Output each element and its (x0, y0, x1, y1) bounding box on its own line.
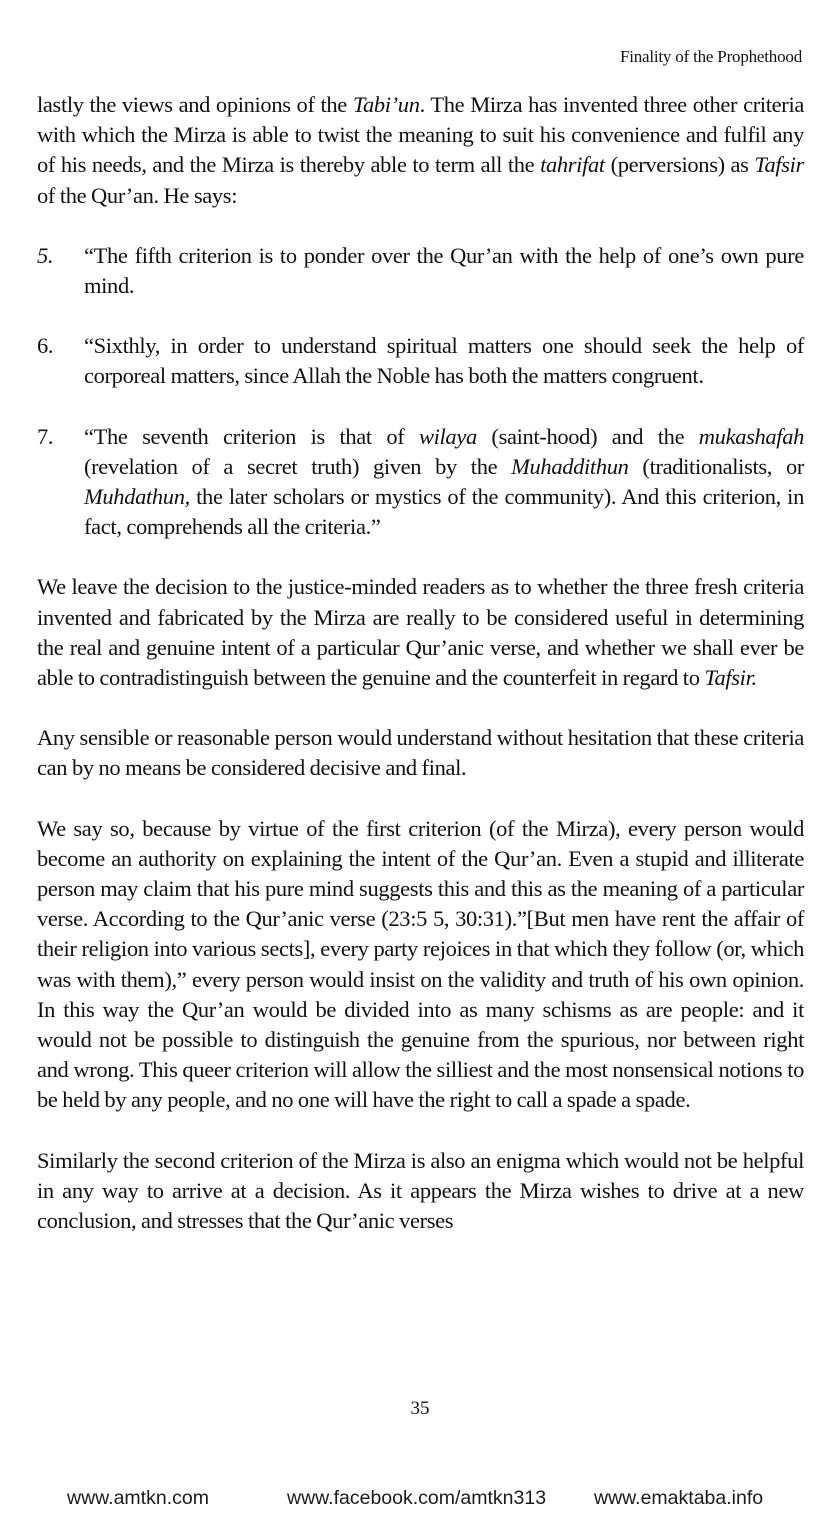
text-run: (perversions) as (604, 152, 755, 178)
page-number: 35 (410, 1398, 430, 1419)
italic-term: wilaya (418, 423, 477, 449)
text-run: the later scholars or mystics of the community). And this criterion, in fact, comprehends all the criteria.” (84, 484, 804, 540)
italic-term: tahrifat (540, 152, 605, 178)
italic-term: Muhaddithun (511, 453, 629, 479)
footer-link-amtkn[interactable]: www.amtkn.com (67, 1487, 209, 1509)
text-run: . The Mirza has invented three other criteria with which the Mirza is able to twist the meaning to suit his convenience and fulfil any of his needs, and the Mirza is thereby able to term all the (37, 92, 804, 178)
list-text: “The fifth criterion is to ponder over the Qur’an with the help of one’s own pure mind. (84, 242, 804, 299)
list-item-6 (37, 331, 804, 391)
text-run: “The seventh criterion is that of (84, 423, 419, 449)
body-text (37, 90, 804, 1266)
italic-term: Tabi’un (352, 92, 420, 117)
list-item-5 (37, 241, 804, 301)
paragraph-4: We say so, because by virtue of the first criterion (of the Mirza), every person would become an authority on explaining the intent of the Qur’an. Even a stupid and illiterate person may claim that his pure mind suggests this and this as the meaning of a particular verse. According to the Qur’anic verse (23:5 5, 30:31).”[But men have rent the affair of their religion into various sects], every party rejoices in that which they follow (or, which was with them),” every person would insist on the validity and truth of his own opinion. In this way the Qur’an would be divided into as many schisms as are people: and it would not be possible to distinguish the genuine from the spurious, nor between right and wrong. This queer criterion will allow the silliest and the most nonsensical notions to be held by any people, and no one will have the right to call a spade a spade. (37, 815, 804, 1113)
list-text (84, 422, 804, 543)
text-run: of the Qur’an. He says: (37, 182, 238, 208)
footer-link-emaktaba[interactable]: www.emaktaba.info (594, 1487, 764, 1509)
list-number: 5. (37, 242, 54, 268)
italic-term: Tafsir (754, 152, 804, 178)
paragraph-3: Any sensible or reasonable person would understand without hesitation that these criteria can by no means be considered decisive and final. (37, 725, 804, 781)
footer-link-facebook[interactable]: www.facebook.com/amtkn313 (287, 1487, 547, 1509)
text-run: lastly the views and opinions of the (37, 92, 353, 117)
italic-term: mukashafah (698, 423, 805, 449)
list-text: “Sixthly, in order to understand spiritual matters one should seek the help of corporeal matters, since Allah the Noble has both the matters congruent. (84, 333, 804, 389)
list-number: 6. (37, 333, 54, 359)
running-head: Finality of the Prophethood (619, 47, 802, 66)
italic-term: Tafsir. (704, 665, 757, 691)
text-run: (traditionalists, or (628, 453, 805, 479)
paragraph-2 (37, 572, 804, 693)
text-run: (revelation of a secret truth) given by the (84, 453, 512, 479)
paragraph-1 (37, 90, 804, 211)
list-item-7 (37, 422, 804, 543)
text-run: We leave the decision to the justice-minded readers as to whether the three fresh criteria invented and fabricated by the Mirza are really to be considered useful in determining the real and genuine intent of a particular Qur’anic verse, and whether we shall ever be able to contradistinguish between the genuine and the counterfeit in regard to (37, 574, 804, 691)
list-number: 7. (37, 423, 54, 449)
text-run: (saint-hood) and the (476, 423, 699, 449)
italic-term: Muhdathun, (84, 484, 190, 510)
paragraph-5: Similarly the second criterion of the Mirza is also an enigma which would not be helpful in any way to arrive at a decision. As it appears the Mirza wishes to drive at a new conclusion, and stresses that the Qur’anic verses (37, 1147, 804, 1234)
